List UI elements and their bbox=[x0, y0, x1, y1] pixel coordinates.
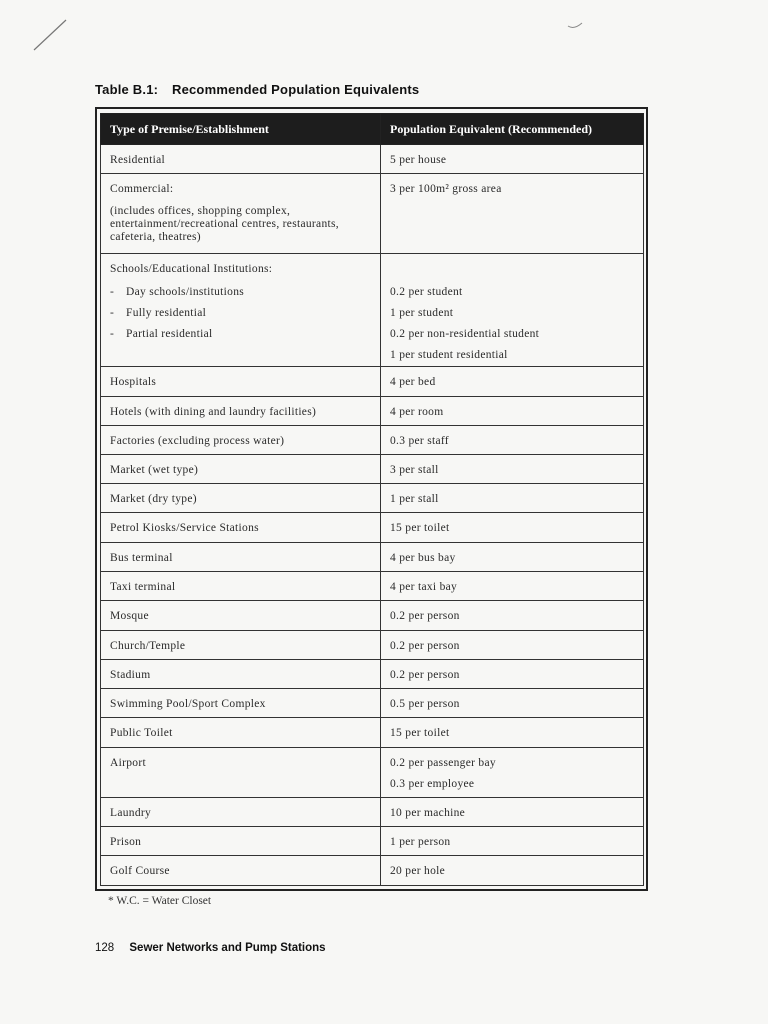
premise-label: Hospitals bbox=[110, 376, 157, 388]
premise-cell bbox=[101, 254, 381, 367]
equivalent-cell bbox=[381, 397, 644, 426]
premise-label: Mosque bbox=[110, 610, 149, 622]
premise-cell bbox=[101, 689, 381, 718]
table-row bbox=[101, 689, 644, 718]
equivalent-value: 5 per house bbox=[390, 154, 447, 166]
equivalent-cell bbox=[381, 484, 644, 513]
equivalent-cell bbox=[381, 631, 644, 660]
premise-cell bbox=[101, 631, 381, 660]
premise-cell bbox=[101, 660, 381, 689]
equivalent-value: 3 per stall bbox=[390, 464, 439, 476]
premise-label: Bus terminal bbox=[110, 552, 173, 564]
premise-label: Schools/Educational Institutions: bbox=[110, 263, 273, 275]
equivalent-cell bbox=[381, 513, 644, 543]
premise-label: Laundry bbox=[110, 807, 152, 819]
table-row bbox=[101, 827, 644, 856]
equivalent-cell bbox=[381, 174, 644, 254]
table-row bbox=[101, 660, 644, 689]
premise-label: Public Toilet bbox=[110, 727, 173, 739]
equivalent-cell bbox=[381, 601, 644, 631]
tick-mark bbox=[566, 20, 586, 32]
table-caption-label: Table B.1: bbox=[95, 82, 159, 97]
premise-label: Residential bbox=[110, 154, 166, 166]
table-header-row bbox=[101, 114, 644, 145]
equivalent-value: 0.3 per employee bbox=[390, 778, 475, 790]
table-row bbox=[101, 254, 644, 367]
pen-stroke-mark bbox=[32, 18, 68, 52]
table-row bbox=[101, 426, 644, 455]
premise-cell bbox=[101, 827, 381, 856]
equivalent-value: 4 per bus bay bbox=[390, 552, 456, 564]
list-bullet-dash: - bbox=[110, 286, 115, 298]
page-number: 128 bbox=[95, 942, 115, 954]
table-row bbox=[101, 748, 644, 798]
premise-cell bbox=[101, 543, 381, 572]
equivalent-cell bbox=[381, 798, 644, 827]
book-title: Sewer Networks and Pump Stations bbox=[129, 942, 326, 954]
equivalent-value: 10 per machine bbox=[390, 807, 466, 819]
premise-label: Swimming Pool/Sport Complex bbox=[110, 698, 266, 710]
table-row bbox=[101, 856, 644, 886]
equivalent-value: 1 per student residential bbox=[390, 349, 508, 361]
premise-sub-item: Day schools/institutions bbox=[126, 286, 245, 298]
premise-sub-item: Partial residential bbox=[126, 328, 213, 340]
premise-sub-item: Fully residential bbox=[126, 307, 207, 319]
premise-label: Market (dry type) bbox=[110, 493, 197, 505]
equivalent-cell bbox=[381, 856, 644, 886]
equivalent-cell bbox=[381, 543, 644, 572]
premise-cell bbox=[101, 798, 381, 827]
table-row bbox=[101, 601, 644, 631]
equivalent-value: 0.2 per person bbox=[390, 610, 460, 622]
premise-cell bbox=[101, 397, 381, 426]
premise-cell bbox=[101, 601, 381, 631]
equivalent-cell bbox=[381, 748, 644, 798]
equivalent-value: 0.2 per non-residential student bbox=[390, 328, 540, 340]
table-row bbox=[101, 145, 644, 174]
table-row bbox=[101, 455, 644, 484]
header-population-equivalent: Population Equivalent (Recommended) bbox=[381, 114, 644, 145]
header-premise-type: Type of Premise/Establishment bbox=[101, 114, 381, 145]
equivalent-cell bbox=[381, 718, 644, 748]
premise-label: Church/Temple bbox=[110, 640, 186, 652]
table-row bbox=[101, 484, 644, 513]
premise-label: Commercial: bbox=[110, 183, 174, 195]
premise-label: Prison bbox=[110, 836, 142, 848]
table-row bbox=[101, 397, 644, 426]
equivalent-value: 1 per student bbox=[390, 307, 454, 319]
premise-cell bbox=[101, 367, 381, 397]
table-row bbox=[101, 543, 644, 572]
equivalent-value: 15 per toilet bbox=[390, 727, 450, 739]
equivalent-cell bbox=[381, 145, 644, 174]
equivalent-value: 20 per hole bbox=[390, 865, 446, 877]
equivalent-value: 4 per bed bbox=[390, 376, 436, 388]
premise-label: Petrol Kiosks/Service Stations bbox=[110, 522, 259, 534]
equivalent-value: 0.2 per person bbox=[390, 669, 460, 681]
premise-label: Taxi terminal bbox=[110, 581, 176, 593]
equivalent-value: 4 per taxi bay bbox=[390, 581, 458, 593]
premise-label: Factories (excluding process water) bbox=[110, 435, 285, 447]
table-row bbox=[101, 367, 644, 397]
equivalent-cell bbox=[381, 426, 644, 455]
premise-cell bbox=[101, 572, 381, 601]
equivalent-cell bbox=[381, 827, 644, 856]
table-row bbox=[101, 631, 644, 660]
premise-label: Market (wet type) bbox=[110, 464, 199, 476]
equivalent-value: 4 per room bbox=[390, 406, 444, 418]
equivalent-value: 0.2 per person bbox=[390, 640, 460, 652]
equivalent-cell bbox=[381, 367, 644, 397]
equivalent-cell bbox=[381, 660, 644, 689]
table-caption bbox=[95, 82, 419, 97]
table-row bbox=[101, 572, 644, 601]
premise-cell bbox=[101, 174, 381, 254]
equivalent-cell bbox=[381, 689, 644, 718]
premise-cell bbox=[101, 484, 381, 513]
table-row bbox=[101, 174, 644, 254]
table-caption-title: Recommended Population Equivalents bbox=[171, 82, 420, 97]
table-row bbox=[101, 798, 644, 827]
equivalent-value: 0.2 per student bbox=[390, 286, 463, 298]
table-row bbox=[101, 513, 644, 543]
list-bullet-dash: - bbox=[110, 328, 115, 340]
equivalent-cell bbox=[381, 254, 644, 367]
equivalent-value: 3 per 100m² gross area bbox=[390, 183, 502, 195]
equivalent-cell bbox=[381, 455, 644, 484]
premise-cell bbox=[101, 513, 381, 543]
list-bullet-dash: - bbox=[110, 307, 115, 319]
page-footer bbox=[95, 942, 326, 954]
equivalent-value: 0.5 per person bbox=[390, 698, 460, 710]
equivalent-cell bbox=[381, 572, 644, 601]
premise-cell bbox=[101, 748, 381, 798]
equivalent-value: 0.3 per staff bbox=[390, 435, 449, 447]
equivalent-value: 1 per stall bbox=[390, 493, 439, 505]
premise-cell bbox=[101, 455, 381, 484]
premise-cell bbox=[101, 145, 381, 174]
population-equivalents-table bbox=[100, 113, 644, 886]
footnote: * W.C. = Water Closet bbox=[108, 895, 212, 907]
table-row bbox=[101, 718, 644, 748]
premise-cell bbox=[101, 426, 381, 455]
premise-note: (includes offices, shopping complex, entertainment/recreational centres, restaurants, cafeteria, theatres) bbox=[110, 205, 339, 243]
premise-label: Stadium bbox=[110, 669, 151, 681]
premise-cell bbox=[101, 718, 381, 748]
equivalent-value: 1 per person bbox=[390, 836, 451, 848]
premise-cell bbox=[101, 856, 381, 886]
premise-label: Golf Course bbox=[110, 865, 170, 877]
premise-label: Airport bbox=[110, 757, 146, 769]
equivalent-value: 0.2 per passenger bay bbox=[390, 757, 496, 769]
premise-label: Hotels (with dining and laundry facilities) bbox=[110, 406, 317, 418]
equivalent-value: 15 per toilet bbox=[390, 522, 450, 534]
